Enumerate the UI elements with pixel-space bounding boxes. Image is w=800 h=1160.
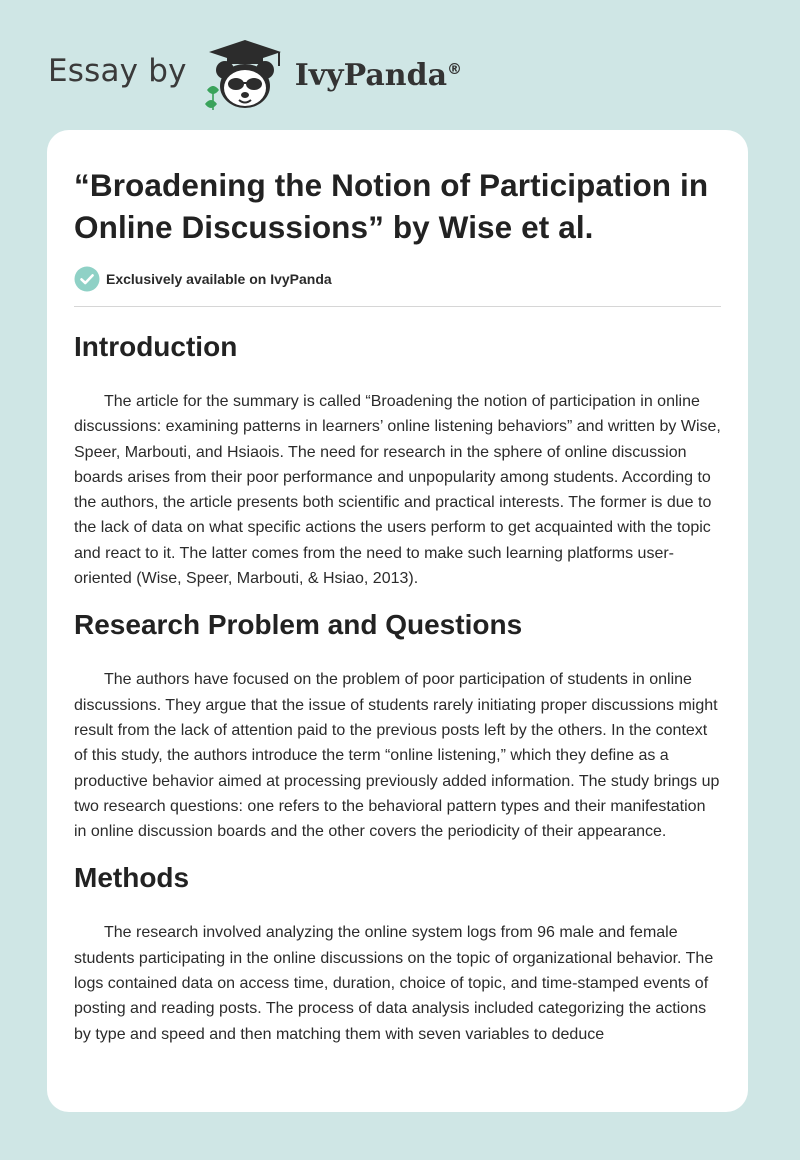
section-paragraph: The research involved analyzing the online system logs from 96 male and female students participating in the online discussions on the topic of organizational behavior. The logs contained data on access time, duration, choice of topic, and time-stamped events of posting and reading posts. The process of data analysis included categorizing the actions by type and speed and then matching them with seven variables to deduce — [74, 924, 714, 1043]
brand-prefix: Essay by — [48, 53, 187, 89]
check-circle-icon — [74, 266, 100, 292]
badge-text: Exclusively available on IvyPanda — [106, 271, 332, 287]
section-paragraph: The authors have focused on the problem of poor participation of students in online discussions. They argue that the issue of students rarely initiating proper discussions might result from the lack of attention paid to the previous posts left by the others. In the context of this study, the authors introduce the term “online listening,” which they define as a productive behavior aimed at processing previously added information. The study brings up two research questions: one refers to the behavioral pattern types and their manifestation in online discussion boards and the other covers the periodicity of their appearance. — [74, 671, 720, 841]
panda-logo-icon — [201, 36, 289, 112]
essay-card — [47, 130, 748, 1112]
section-heading: Methods — [74, 862, 190, 894]
exclusive-badge — [74, 265, 721, 293]
section-heading: Introduction — [74, 331, 238, 362]
site-brand[interactable] — [48, 34, 462, 114]
brand-name: IvyPanda® — [294, 57, 463, 93]
section-heading: Research Problem and Questions — [74, 609, 523, 641]
section-introduction — [74, 330, 721, 591]
section-methods — [74, 861, 721, 1046]
header-divider — [74, 306, 721, 307]
section-paragraph: The article for the summary is called “Broadening the notion of participation in online discussions: examining patterns in learners’ online listening behaviors” and written by Wise, Speer, Marbouti, and Hsiaois. The need for research in the sphere of online discussion boards arises from their poor performance and unpopularity among students. According to the authors, the article presents both scientific and practical interests. The former is due to the lack of data on what specific actions the users perform to get acquainted with the topic and react to it. The latter comes from the need to make such learning platforms user-oriented (Wise, Speer, Marbouti, & Hsiao, 2013). — [74, 393, 721, 588]
page-title: “Broadening the Notion of Participation in Online Discussions” by Wise et al. — [74, 167, 709, 245]
section-research-problem — [74, 608, 721, 844]
